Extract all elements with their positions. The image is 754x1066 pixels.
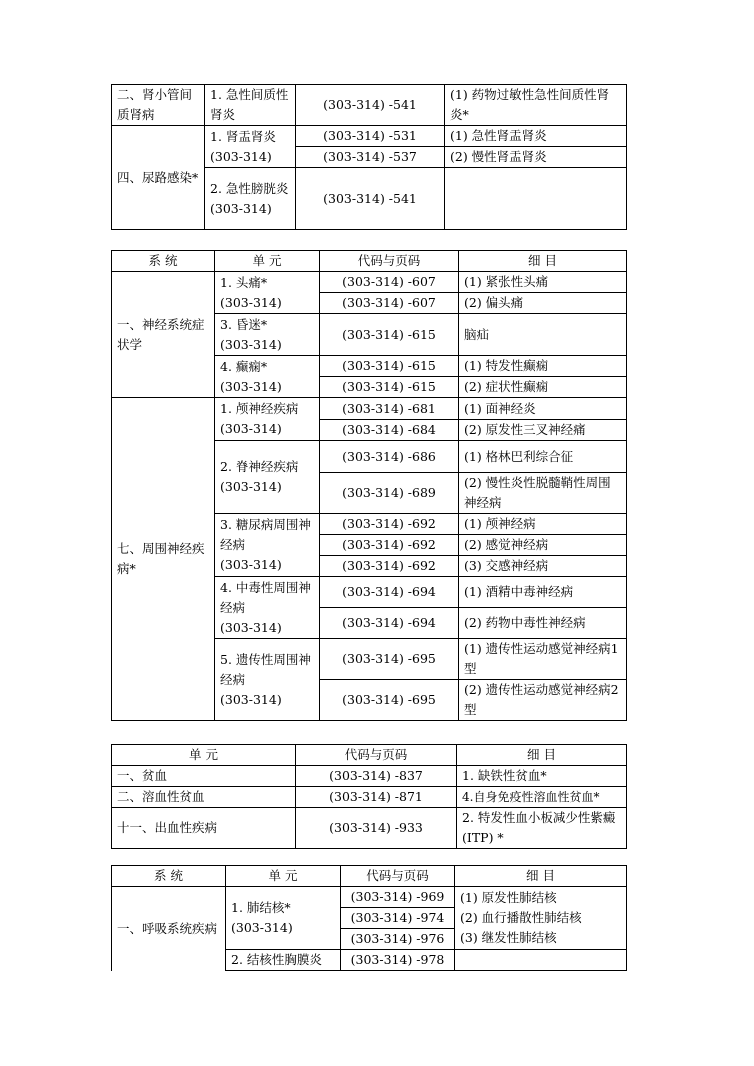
item-cell: (2) 感觉神经病	[459, 535, 627, 556]
item-cell: 4.自身免疫性溶血性贫血*	[457, 787, 627, 808]
code-cell: (303-314) -974	[341, 908, 455, 929]
code-cell: (303-314) -681	[320, 398, 459, 420]
header-unit: 单 元	[112, 745, 296, 766]
system-cell: 四、尿路感染*	[112, 126, 205, 230]
item-cell: (2) 偏头痛	[459, 293, 627, 314]
code-cell: (303-314) -537	[296, 147, 445, 168]
header-unit: 单 元	[226, 866, 341, 887]
code-cell: (303-314) -686	[320, 441, 459, 473]
item-cell: (3) 交感神经病	[459, 556, 627, 577]
item-cell: (1) 格林巴利综合征	[459, 441, 627, 473]
code-cell: (303-314) -531	[296, 126, 445, 147]
code-cell: (303-314) -695	[320, 639, 459, 680]
code-cell: (303-314) -976	[341, 929, 455, 950]
code-cell: (303-314) -694	[320, 577, 459, 608]
code-cell: (303-314) -969	[341, 887, 455, 908]
unit-cell: 1. 急性间质性肾炎	[205, 85, 296, 126]
unit-cell: 3. 糖尿病周围神经病 (303-314)	[215, 514, 320, 577]
item-cell: (1) 颅神经病	[459, 514, 627, 535]
unit-cell: 一、贫血	[112, 766, 296, 787]
item-cell: (1) 面神经炎	[459, 398, 627, 420]
header-code: 代码与页码	[341, 866, 455, 887]
code-cell: (303-314) -615	[320, 377, 459, 398]
kidney-table	[111, 84, 627, 230]
code-cell: (303-314) -541	[296, 85, 445, 126]
item-cell: (2) 遗传性运动感觉神经病2型	[459, 680, 627, 721]
unit-cell: 2. 结核性胸膜炎	[226, 950, 341, 971]
item-cell: (2) 药物中毒性神经病	[459, 608, 627, 639]
unit-cell: 1. 头痛* (303-314)	[215, 272, 320, 314]
respiratory-table	[111, 865, 627, 971]
system-cell: 一、神经系统症状学	[112, 272, 215, 398]
code-cell: (303-314) -978	[341, 950, 455, 971]
code-cell: (303-314) -694	[320, 608, 459, 639]
header-item: 细 目	[459, 251, 627, 272]
code-cell: (303-314) -695	[320, 680, 459, 721]
item-cell: (1) 急性肾盂肾炎	[445, 126, 627, 147]
item-cell: 脑疝	[459, 314, 627, 356]
system-cell: 二、肾小管间质肾病	[112, 85, 205, 126]
unit-cell: 2. 脊神经疾病 (303-314)	[215, 441, 320, 514]
item-cell: (2) 慢性炎性脱髓鞘性周围神经病	[459, 473, 627, 514]
code-cell: (303-314) -607	[320, 272, 459, 293]
header-item: 细 目	[455, 866, 627, 887]
unit-cell: 5. 遗传性周围神经病 (303-314)	[215, 639, 320, 721]
code-cell: (303-314) -933	[296, 808, 457, 849]
header-system: 系 统	[112, 866, 226, 887]
item-cell	[455, 950, 627, 971]
neurology-table	[111, 250, 627, 721]
code-cell: (303-314) -541	[296, 168, 445, 230]
unit-cell: 3. 昏迷* (303-314)	[215, 314, 320, 356]
item-cell: 1. 缺铁性贫血*	[457, 766, 627, 787]
item-cell: (1) 原发性肺结核 (2) 血行播散性肺结核 (3) 继发性肺结核	[455, 887, 627, 950]
code-cell: (303-314) -692	[320, 556, 459, 577]
code-cell: (303-314) -871	[296, 787, 457, 808]
item-cell: (1) 遗传性运动感觉神经病1型	[459, 639, 627, 680]
hematology-table	[111, 744, 627, 849]
unit-cell: 1. 肾盂肾炎 (303-314)	[205, 126, 296, 168]
item-cell: (2) 症状性癫痫	[459, 377, 627, 398]
item-cell	[445, 168, 627, 230]
item-cell: (1) 药物过敏性急性间质性肾炎*	[445, 85, 627, 126]
unit-cell: 1. 肺结核* (303-314)	[226, 887, 341, 950]
unit-cell: 2. 急性膀胱炎 (303-314)	[205, 168, 296, 230]
item-cell: (1) 酒精中毒神经病	[459, 577, 627, 608]
code-cell: (303-314) -607	[320, 293, 459, 314]
code-cell: (303-314) -615	[320, 356, 459, 377]
code-cell: (303-314) -837	[296, 766, 457, 787]
header-unit: 单 元	[215, 251, 320, 272]
header-system: 系 统	[112, 251, 215, 272]
code-cell: (303-314) -615	[320, 314, 459, 356]
code-cell: (303-314) -692	[320, 535, 459, 556]
system-cell: 七、周围神经疾病*	[112, 398, 215, 721]
item-cell: (2) 慢性肾盂肾炎	[445, 147, 627, 168]
system-cell: 一、呼吸系统疾病	[112, 887, 226, 971]
unit-cell: 4. 中毒性周围神经病 (303-314)	[215, 577, 320, 639]
unit-cell: 二、溶血性贫血	[112, 787, 296, 808]
unit-cell: 十一、出血性疾病	[112, 808, 296, 849]
item-cell: (1) 特发性癫痫	[459, 356, 627, 377]
code-cell: (303-314) -692	[320, 514, 459, 535]
unit-cell: 1. 颅神经疾病 (303-314)	[215, 398, 320, 441]
code-cell: (303-314) -689	[320, 473, 459, 514]
header-code: 代码与页码	[320, 251, 459, 272]
header-code: 代码与页码	[296, 745, 457, 766]
code-cell: (303-314) -684	[320, 420, 459, 441]
header-item: 细 目	[457, 745, 627, 766]
unit-cell: 4. 癫痫* (303-314)	[215, 356, 320, 398]
item-cell: 2. 特发性血小板减少性紫癜 (ITP) *	[457, 808, 627, 849]
item-cell: (1) 紧张性头痛	[459, 272, 627, 293]
item-cell: (2) 原发性三叉神经痛	[459, 420, 627, 441]
